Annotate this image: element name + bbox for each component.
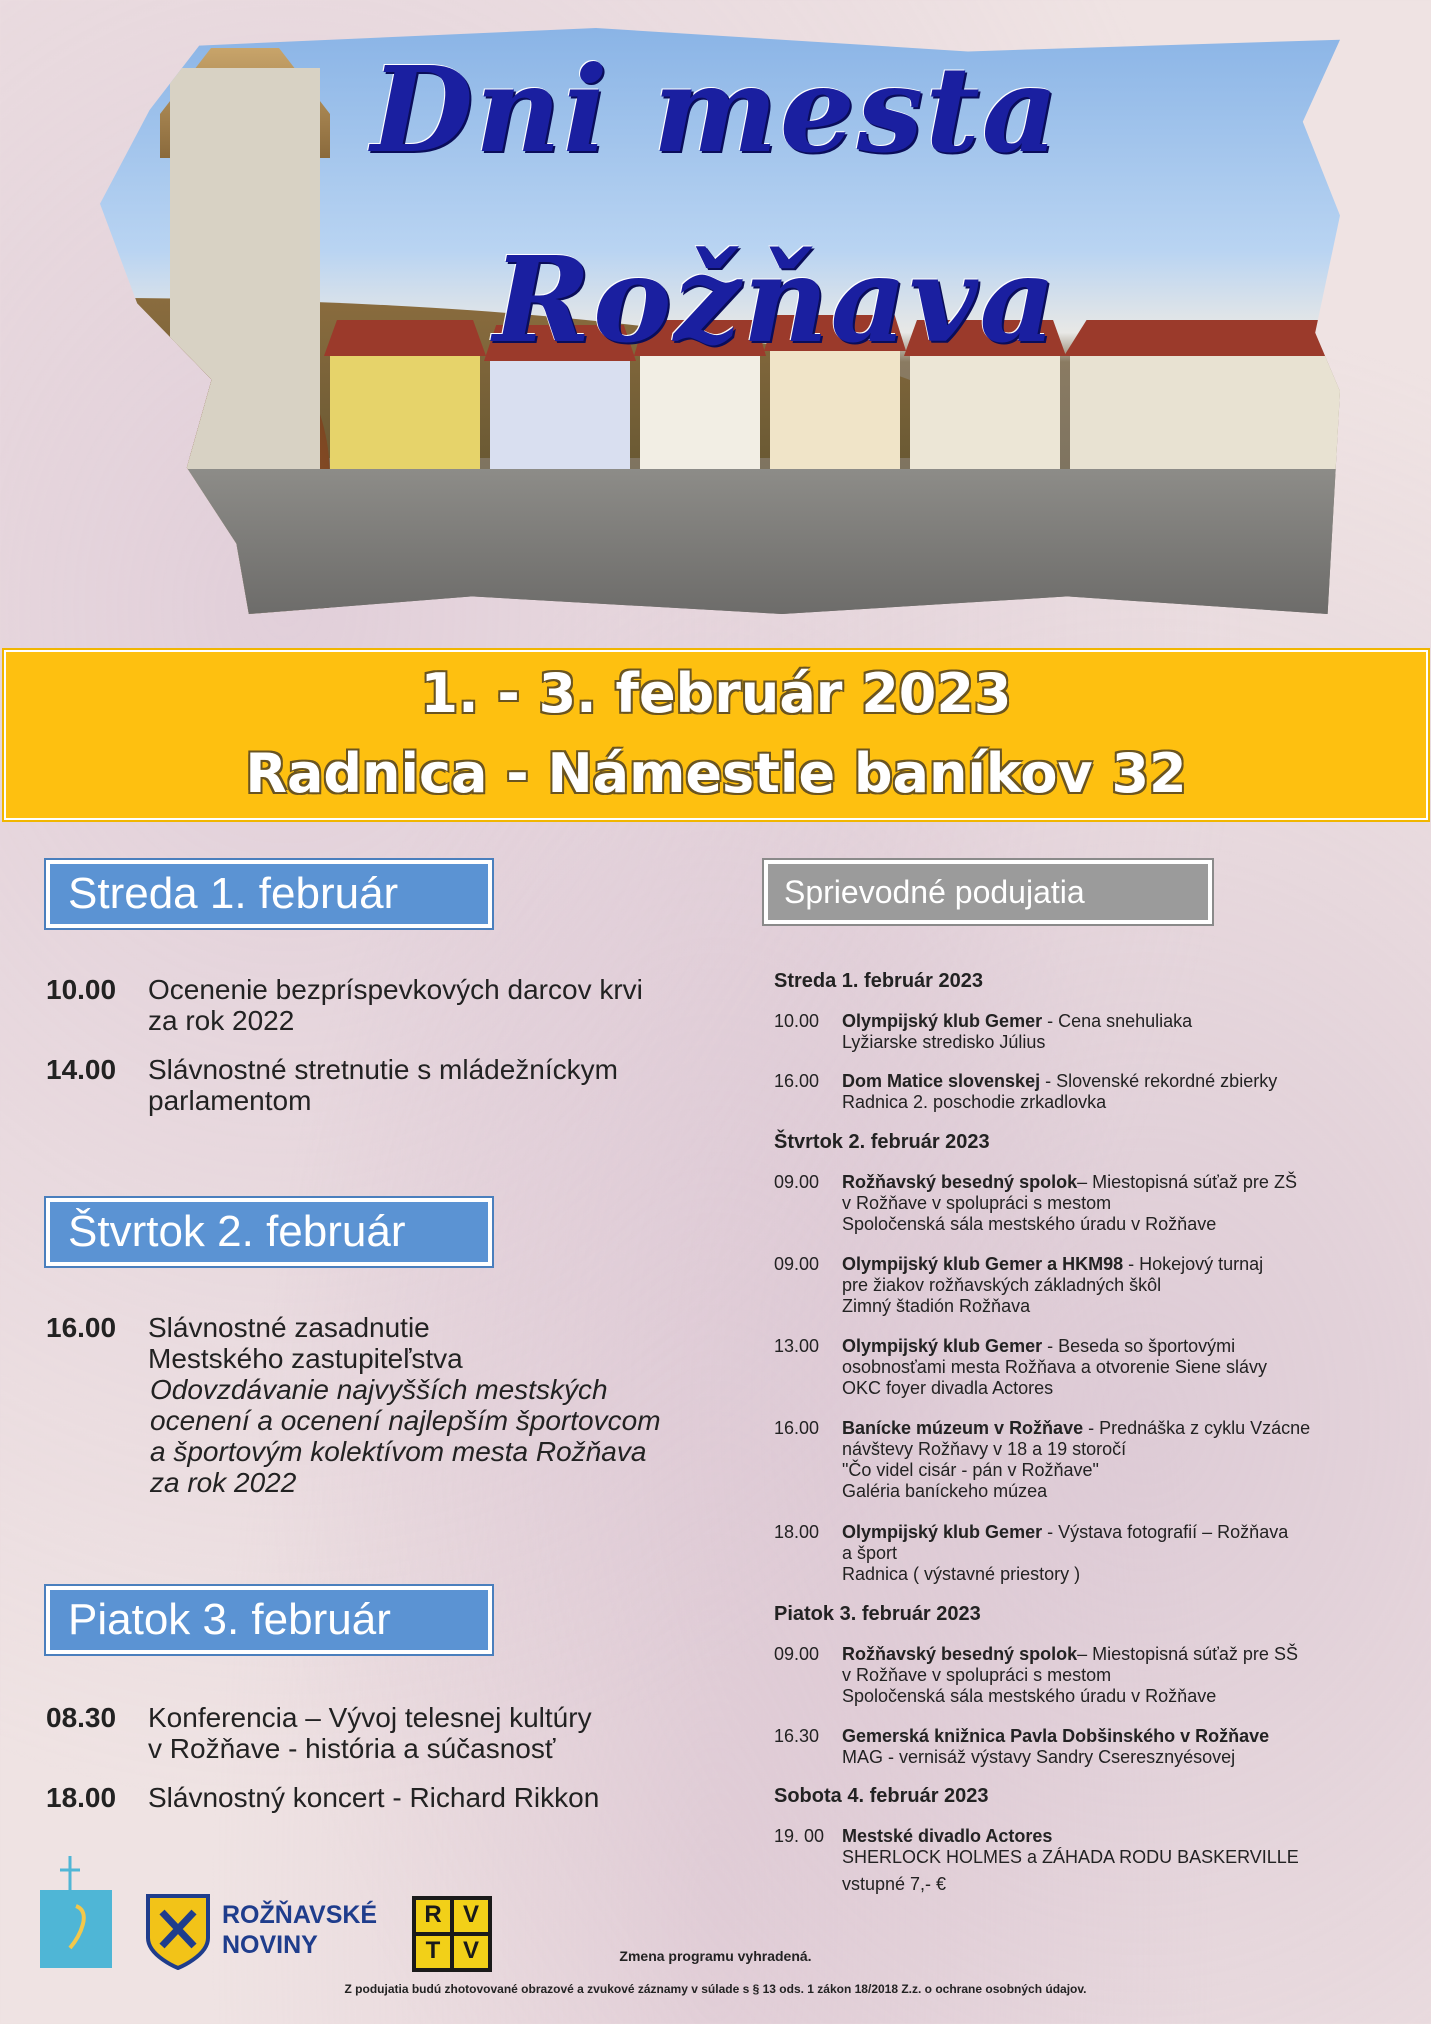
building bbox=[1070, 354, 1340, 474]
side-event bbox=[774, 1254, 1374, 1317]
title-line1: Dni mesta bbox=[370, 40, 1061, 179]
side-event-detail: Radnica 2. poschodie zrkadlovka bbox=[842, 1092, 1107, 1112]
side-program-heading: Sprievodné podujatia bbox=[764, 860, 1212, 924]
side-event-org: Rožňavský besedný spolok bbox=[842, 1172, 1078, 1192]
side-event-detail: návštevy Rožňavy v 18 a 19 storočí bbox=[842, 1439, 1127, 1459]
event-desc: parlamentom bbox=[148, 1085, 312, 1116]
side-day-title: Štvrtok 2. február 2023 bbox=[774, 1131, 990, 1153]
gdpr-note: Z podujatia budú zhotovované obrazové a zvukové záznamy v súlade s § 13 ods. 1 zákon 18/2018 Z.z. o ochrane osobných údajov. bbox=[344, 1982, 1087, 1996]
side-event-org: Gemerská knižnica Pavla Dobšinského v Rožňave bbox=[842, 1726, 1270, 1746]
side-event bbox=[774, 1011, 1374, 1053]
side-event bbox=[774, 1644, 1374, 1707]
main-event bbox=[46, 1782, 686, 1813]
event-desc: v Rožňave - história a súčasnosť bbox=[148, 1733, 556, 1764]
side-event-detail: Spoločenská sála mestského úradu v Rožňave bbox=[842, 1686, 1217, 1706]
side-event bbox=[774, 1826, 1374, 1895]
side-event bbox=[774, 1336, 1374, 1399]
side-event-text: - Slovenské rekordné zbierky bbox=[1040, 1071, 1278, 1091]
side-event-time: 16.00 bbox=[774, 1071, 820, 1091]
side-event-detail: Galéria baníckeho múzea bbox=[842, 1481, 1048, 1501]
side-day-title: Sobota 4. február 2023 bbox=[774, 1785, 989, 1807]
side-event-org: Mestské divadlo Actores bbox=[842, 1826, 1053, 1846]
side-day-title: Piatok 3. február 2023 bbox=[774, 1603, 981, 1625]
event-time: 08.30 bbox=[46, 1702, 117, 1733]
day-heading-wednesday: Streda 1. február bbox=[46, 860, 492, 928]
tv-logo-letter: T bbox=[416, 1936, 450, 1968]
building bbox=[910, 354, 1060, 474]
tv-logo-letter: R bbox=[416, 1900, 450, 1932]
side-event-time: 09.00 bbox=[774, 1172, 820, 1192]
main-event bbox=[46, 1054, 686, 1116]
event-dates: 1. - 3. február 2023 bbox=[420, 662, 1012, 725]
side-event-text: - Cena snehuliaka bbox=[1042, 1011, 1193, 1031]
event-desc: Slávnostný koncert - Richard Rikkon bbox=[148, 1782, 600, 1813]
side-event-text: - Výstava fotografií – Rožňava bbox=[1042, 1522, 1289, 1542]
side-event bbox=[774, 1522, 1374, 1585]
program-change-note: Zmena programu vyhradená. bbox=[619, 1948, 812, 1964]
event-time: 14.00 bbox=[46, 1054, 117, 1085]
title-line2: Rožňava bbox=[492, 230, 1059, 369]
side-event-detail: Radnica ( výstavné priestory ) bbox=[842, 1564, 1081, 1584]
event-time: 10.00 bbox=[46, 974, 117, 1005]
side-event-org: Olympijský klub Gemer bbox=[842, 1336, 1043, 1356]
event-desc: Slávnostné stretnutie s mládežníckym bbox=[148, 1054, 618, 1085]
event-desc: za rok 2022 bbox=[148, 1005, 295, 1036]
event-note: za rok 2022 bbox=[150, 1467, 297, 1498]
event-note: Odovzdávanie najvyšších mestských bbox=[150, 1374, 608, 1405]
event-note: ocenení a ocenení najlepším športovcom bbox=[150, 1405, 661, 1436]
side-event-detail: Spoločenská sála mestského úradu v Rožňave bbox=[842, 1214, 1217, 1234]
date-band bbox=[4, 650, 1428, 820]
side-event-detail: v Rožňave v spolupráci s mestom bbox=[842, 1193, 1112, 1213]
side-event bbox=[774, 1726, 1374, 1768]
tv-logo-letter: V bbox=[454, 1936, 488, 1968]
newspaper-name-line1: ROŽŇAVSKÉ bbox=[222, 1901, 378, 1929]
side-event-text: – Miestopisná súťaž pre SŠ bbox=[1077, 1644, 1298, 1664]
main-event bbox=[46, 974, 686, 1036]
building bbox=[330, 354, 480, 474]
side-event-time: 09.00 bbox=[774, 1644, 820, 1664]
side-event-detail: OKC foyer divadla Actores bbox=[842, 1378, 1054, 1398]
side-event-org: Olympijský klub Gemer bbox=[842, 1522, 1043, 1542]
event-desc: Slávnostné zasadnutie bbox=[148, 1312, 430, 1343]
side-event-org: Banícke múzeum v Rožňave bbox=[842, 1418, 1084, 1438]
side-event-org: Olympijský klub Gemer bbox=[842, 1011, 1043, 1031]
main-event bbox=[46, 1312, 686, 1498]
side-event bbox=[774, 1418, 1374, 1502]
event-desc: Mestského zastupiteľstva bbox=[148, 1343, 463, 1374]
side-event-time: 16.30 bbox=[774, 1726, 820, 1746]
side-event-time: 18.00 bbox=[774, 1522, 820, 1542]
building bbox=[490, 359, 630, 474]
event-note: a športovým kolektívom mesta Rožňava bbox=[150, 1436, 647, 1467]
side-event-detail: SHERLOCK HOLMES a ZÁHADA RODU BASKERVILLE bbox=[842, 1847, 1299, 1867]
event-time: 16.00 bbox=[46, 1312, 117, 1343]
side-event-org: Olympijský klub Gemer a HKM98 bbox=[842, 1254, 1124, 1274]
side-event-detail: a šport bbox=[842, 1543, 898, 1563]
event-desc: Ocenenie bezpríspevkových darcov krvi bbox=[148, 974, 643, 1005]
side-event-detail: Zimný štadión Rožňava bbox=[842, 1296, 1031, 1316]
side-event-time: 09.00 bbox=[774, 1254, 820, 1274]
side-event-text: - Hokejový turnaj bbox=[1123, 1254, 1264, 1274]
side-event-detail: MAG - vernisáž výstavy Sandry Cseresznyésovej bbox=[842, 1747, 1236, 1767]
side-event-org: Dom Matice slovenskej bbox=[842, 1071, 1041, 1091]
side-event-text: - Beseda so športovými bbox=[1042, 1336, 1236, 1356]
square bbox=[100, 469, 1340, 614]
day-heading-friday: Piatok 3. február bbox=[46, 1586, 492, 1654]
side-event-text: – Miestopisná súťaž pre ZŠ bbox=[1077, 1172, 1297, 1192]
tv-logo-letter: V bbox=[454, 1900, 488, 1932]
event-time: 18.00 bbox=[46, 1782, 117, 1813]
side-event-text: - Prednáška z cyklu Vzácne bbox=[1083, 1418, 1311, 1438]
event-venue: Radnica - Námestie baníkov 32 bbox=[245, 742, 1187, 805]
side-event-time: 16.00 bbox=[774, 1418, 820, 1438]
side-event-detail: Lyžiarske stredisko Július bbox=[842, 1032, 1046, 1052]
side-event-time: 13.00 bbox=[774, 1336, 820, 1356]
side-event-detail: v Rožňave v spolupráci s mestom bbox=[842, 1665, 1112, 1685]
side-event bbox=[774, 1071, 1374, 1113]
side-event-detail: vstupné 7,- € bbox=[842, 1874, 947, 1894]
day-heading-thursday: Štvrtok 2. február bbox=[46, 1198, 492, 1266]
event-desc: Konferencia – Vývoj telesnej kultúry bbox=[148, 1702, 592, 1733]
side-event-org: Rožňavský besedný spolok bbox=[842, 1644, 1078, 1664]
side-event-time: 19. 00 bbox=[774, 1826, 825, 1846]
side-event-detail: "Čo videl cisár - pán v Rožňave" bbox=[842, 1460, 1099, 1480]
newspaper-name-line2: NOVINY bbox=[222, 1931, 318, 1959]
main-event bbox=[46, 1702, 686, 1764]
side-event-detail: osobnosťami mesta Rožňava a otvorenie Siene slávy bbox=[842, 1357, 1267, 1377]
side-event bbox=[774, 1172, 1374, 1235]
side-day-title: Streda 1. február 2023 bbox=[774, 970, 983, 992]
building bbox=[640, 354, 760, 474]
side-event-detail: pre žiakov rožňavských základných škôl bbox=[842, 1275, 1162, 1295]
side-event-time: 10.00 bbox=[774, 1011, 820, 1031]
